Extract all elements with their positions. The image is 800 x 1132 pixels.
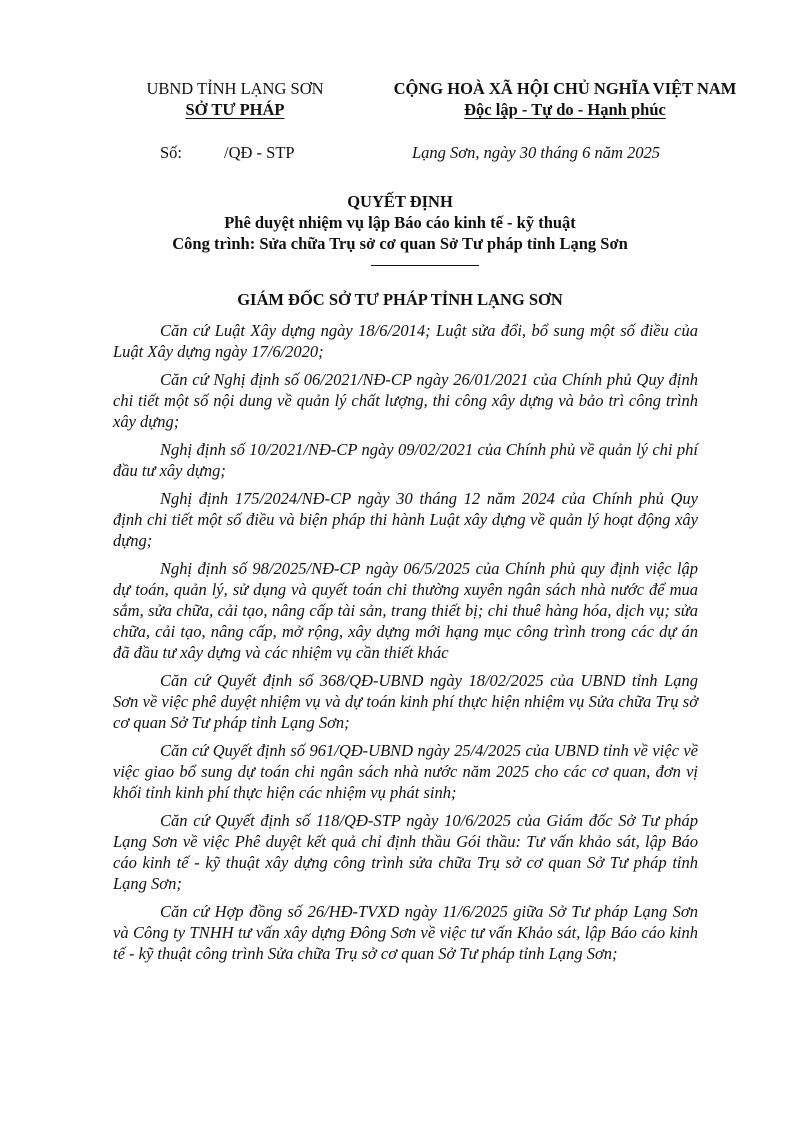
agency-name: SỞ TƯ PHÁP bbox=[185, 100, 285, 119]
legal-bases bbox=[113, 320, 698, 971]
title-divider bbox=[371, 265, 479, 266]
decision-subject-line2: Công trình: Sửa chữa Trụ sở cơ quan Sở Tư pháp tỉnh Lạng Sơn bbox=[172, 234, 628, 253]
national-heading-block bbox=[360, 78, 770, 120]
legal-basis-paragraph: Căn cứ Quyết định số 368/QĐ-UBND ngày 18/02/2025 của UBND tỉnh Lạng Sơn về việc phê duyệt nhiệm vụ và dự toán kinh phí thực hiện nhiệm vụ Sửa chữa Trụ sở cơ quan Sở Tư pháp tỉnh Lạng Sơn; bbox=[113, 671, 698, 732]
director-heading: GIÁM ĐỐC SỞ TƯ PHÁP TỈNH LẠNG SƠN bbox=[237, 290, 563, 309]
doc-number-suffix: /QĐ - STP bbox=[224, 143, 295, 162]
legal-basis-paragraph: Căn cứ Quyết định số 961/QĐ-UBND ngày 25/4/2025 của UBND tỉnh về việc về việc giao bổ sung dự toán chi ngân sách nhà nước năm 2025 cho các cơ quan, đơn vị khối tỉnh kinh phí thực hiện các nhiệm vụ phát sinh; bbox=[113, 741, 698, 802]
legal-basis-paragraph: Căn cứ Luật Xây dựng ngày 18/6/2014; Luật sửa đổi, bổ sung một số điều của Luật Xây dựng ngày 17/6/2020; bbox=[113, 321, 698, 361]
issuing-agency-block bbox=[120, 78, 350, 120]
decision-subject-line1: Phê duyệt nhiệm vụ lập Báo cáo kinh tế - kỹ thuật bbox=[224, 213, 576, 232]
agency-parent: UBND TỈNH LẠNG SƠN bbox=[146, 79, 324, 98]
decision-type: QUYẾT ĐỊNH bbox=[347, 192, 453, 211]
legal-basis-paragraph: Nghị định số 98/2025/NĐ-CP ngày 06/5/2025 của Chính phủ quy định việc lập dự toán, quản lý, sử dụng và quyết toán chi thường xuyên ngân sách nhà nước để mua sắm, sửa chữa, cải tạo, nâng cấp tài sản, trang thiết bị; chi thuê hàng hóa, dịch vụ; sửa chữa, cải tạo, nâng cấp, mở rộng, xây dựng mới hạng mục công trình trong các dự án đã đầu tư xây dựng và các nhiệm vụ cần thiết khác bbox=[113, 559, 698, 662]
doc-number-label: Số: bbox=[160, 143, 183, 162]
nation-name: CỘNG HOÀ XÃ HỘI CHỦ NGHĨA VIỆT NAM bbox=[393, 79, 737, 98]
legal-basis-paragraph: Căn cứ Quyết định số 118/QĐ-STP ngày 10/6/2025 của Giám đốc Sở Tư pháp Lạng Sơn về việc Phê duyệt kết quả chỉ định thầu Gói thầu: Tư vấn khảo sát, lập Báo cáo kinh tế - kỹ thuật xây dựng công trình sửa chữa Trụ sở cơ quan Sở Tư pháp tỉnh Lạng Sơn; bbox=[113, 811, 698, 893]
legal-basis-paragraph: Căn cứ Hợp đồng số 26/HĐ-TVXD ngày 11/6/2025 giữa Sở Tư pháp Lạng Sơn và Công ty TNHH tư vấn xây dựng Đông Sơn về việc tư vấn Khảo sát, lập Báo cáo kinh tế - kỹ thuật công trình Sửa chữa Trụ sở cơ quan Sở Tư pháp tỉnh Lạng Sơn; bbox=[113, 902, 698, 963]
national-motto: Độc lập - Tự do - Hạnh phúc bbox=[464, 100, 666, 119]
legal-basis-paragraph: Nghị định 175/2024/NĐ-CP ngày 30 tháng 12 năm 2024 của Chính phủ Quy định chi tiết một số điều và biện pháp thi hành Luật xây dựng về quản lý hoạt động xây dựng; bbox=[113, 489, 698, 550]
legal-basis-paragraph: Căn cứ Nghị định số 06/2021/NĐ-CP ngày 26/01/2021 của Chính phủ Quy định chi tiết một số nội dung về quản lý chất lượng, thi công xây dựng và bảo trì công trình xây dựng; bbox=[113, 370, 698, 431]
decision-title-block bbox=[110, 191, 690, 254]
document-number bbox=[160, 143, 295, 163]
legal-basis-paragraph: Nghị định số 10/2021/NĐ-CP ngày 09/02/2021 của Chính phủ về quản lý chi phí đầu tư xây dựng; bbox=[113, 440, 698, 480]
place-date: Lạng Sơn, ngày 30 tháng 6 năm 2025 bbox=[412, 143, 661, 162]
